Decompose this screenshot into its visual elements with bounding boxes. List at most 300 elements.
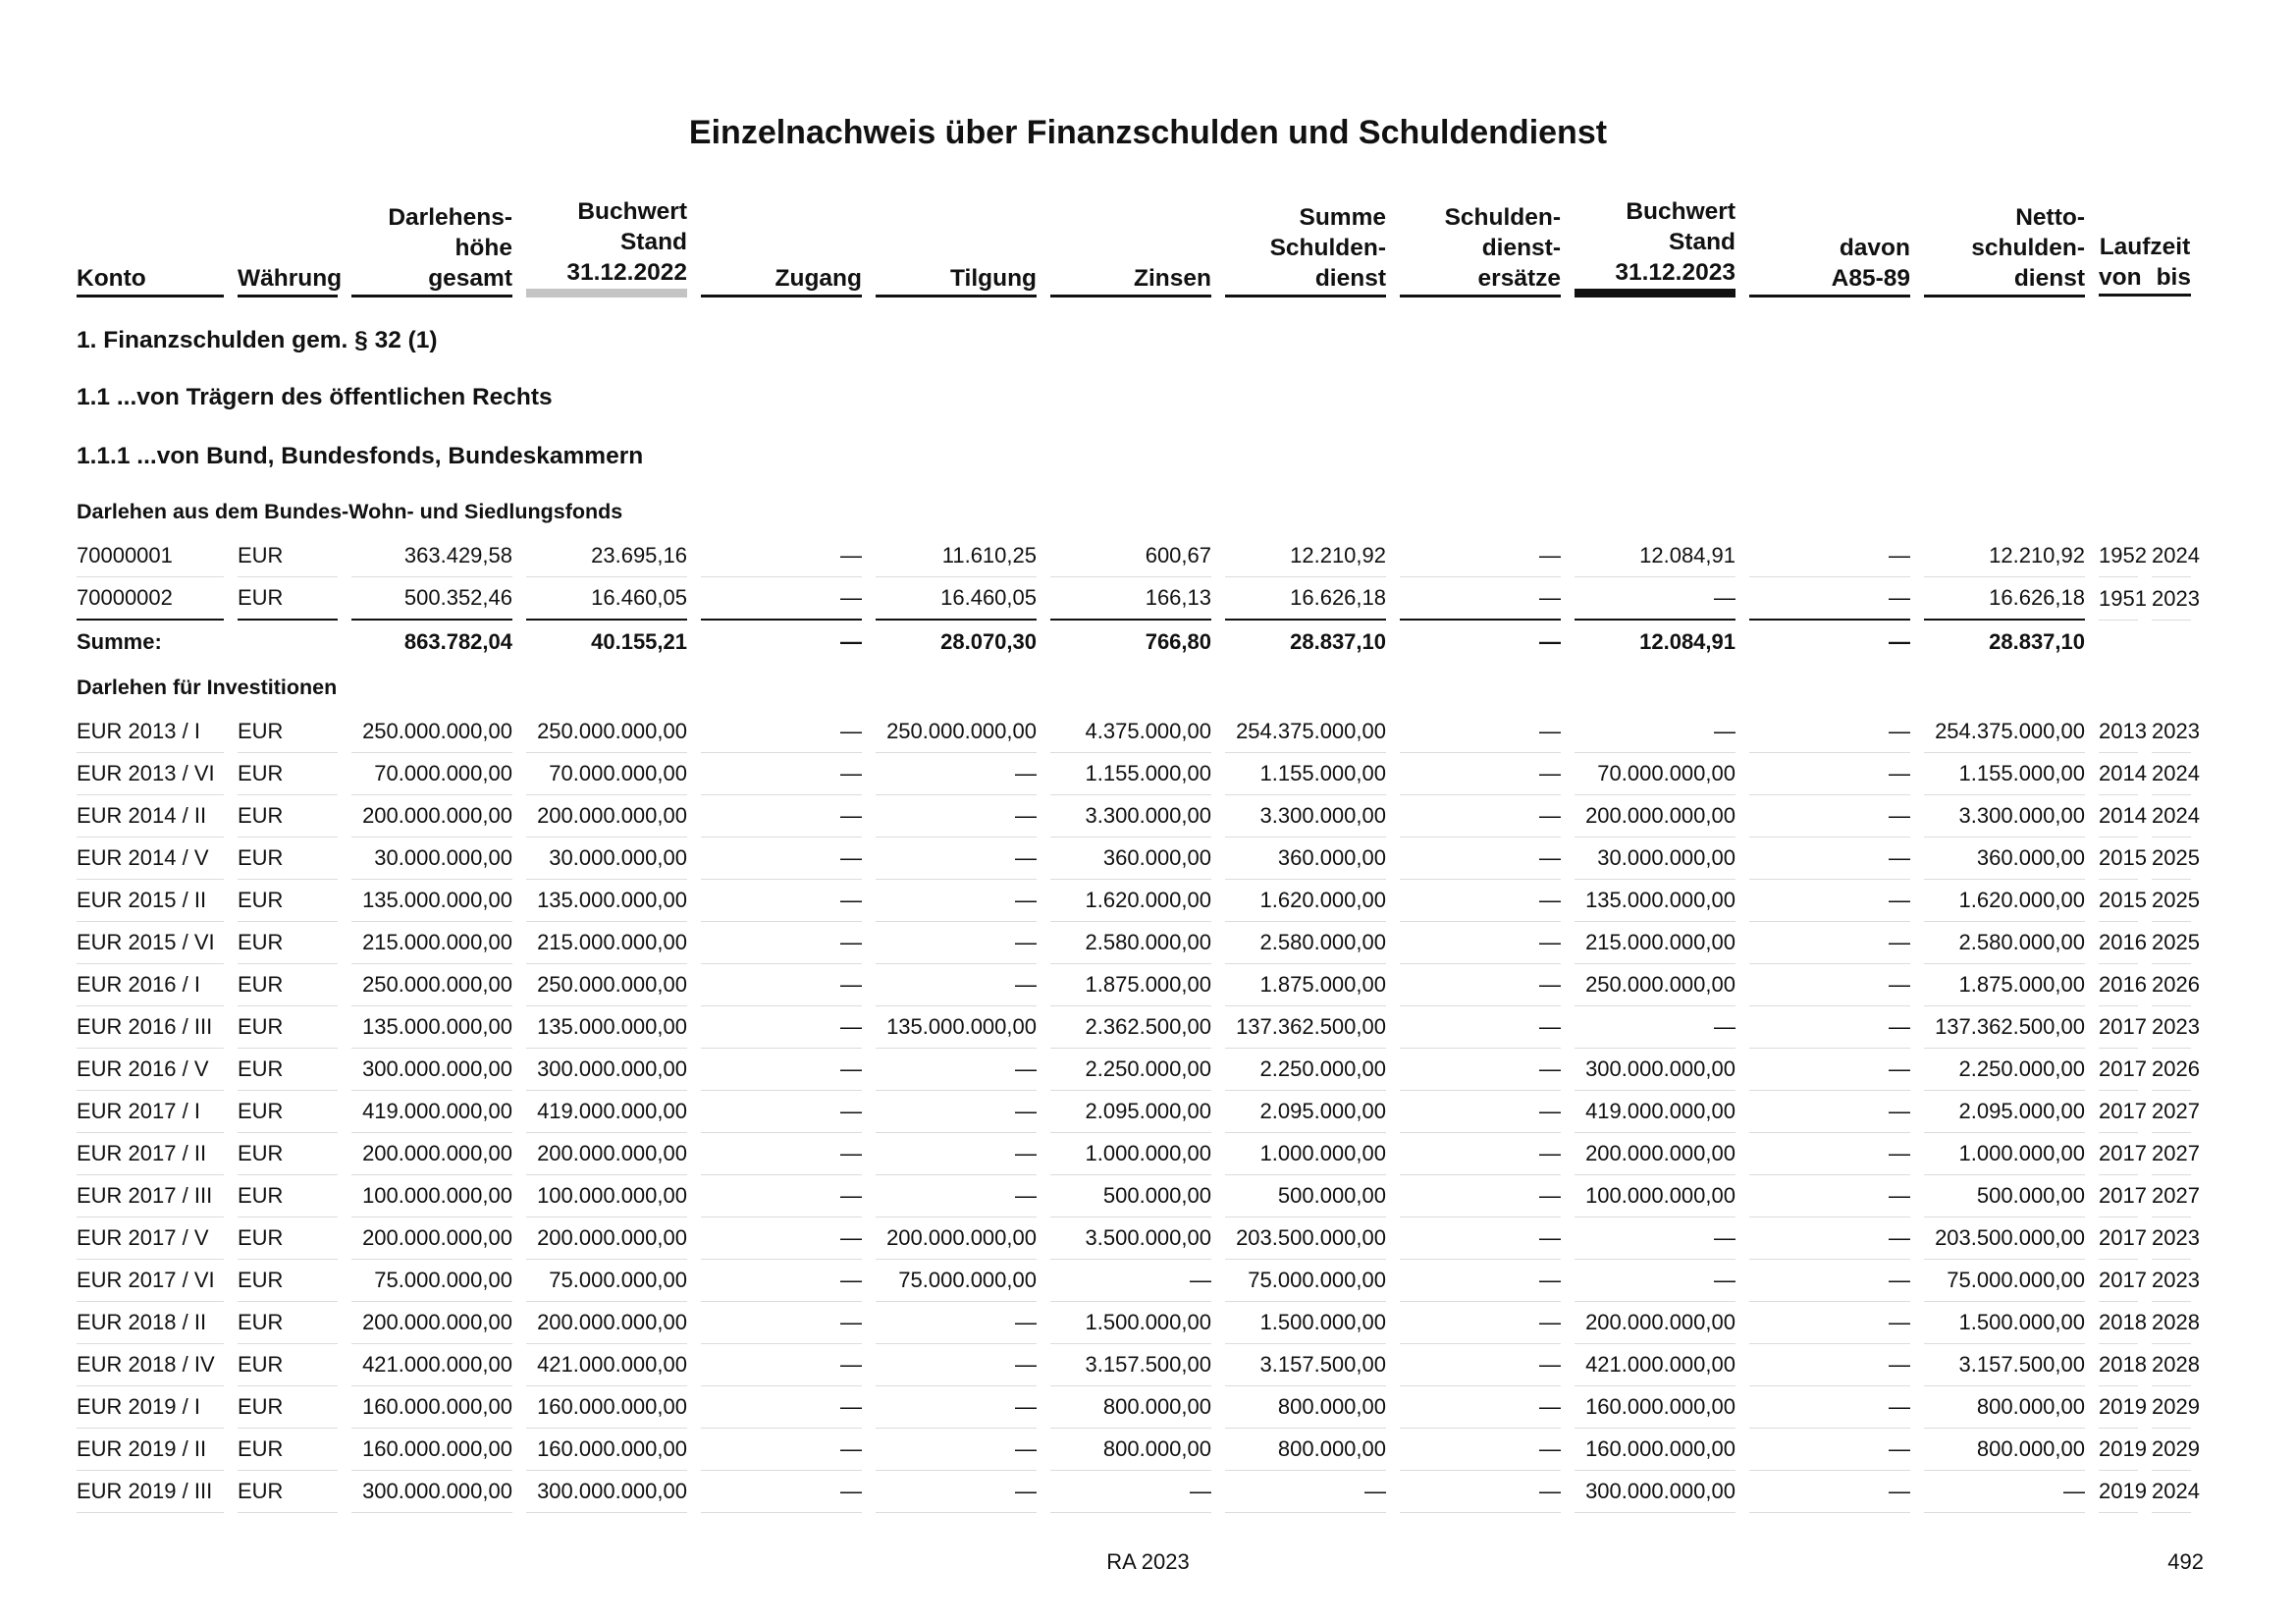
cell-summe: 12.210,92: [1225, 535, 1386, 577]
cell-tilgung: 16.460,05: [876, 577, 1037, 621]
cell-tilgung: —: [876, 1133, 1037, 1175]
cell-darlehenshoehe: 30.000.000,00: [351, 838, 512, 880]
cell-tilgung: —: [876, 922, 1037, 964]
cell-summe: 28.837,10: [1290, 629, 1386, 654]
cell-darlehenshoehe: 75.000.000,00: [351, 1260, 512, 1302]
cell-von: 2017: [2099, 1217, 2138, 1260]
cell-tilgung: —: [876, 1175, 1037, 1217]
cell-ersaetze: —: [1400, 1006, 1561, 1049]
cell-buchwert-2022: 30.000.000,00: [526, 838, 687, 880]
cell-konto: EUR 2017 / II: [77, 1133, 224, 1175]
cell-buchwert-2023: 12.084,91: [1575, 535, 1735, 577]
cell-darlehenshoehe: 100.000.000,00: [351, 1175, 512, 1217]
cell-buchwert-2023: 160.000.000,00: [1575, 1386, 1735, 1429]
cell-buchwert-2022: 160.000.000,00: [526, 1429, 687, 1471]
cell-ersaetze: —: [1400, 711, 1561, 753]
col-konto: Konto: [77, 196, 224, 298]
cell-netto: 1.000.000,00: [1924, 1133, 2085, 1175]
cell-buchwert-2023: —: [1575, 1260, 1735, 1302]
cell-zugang: —: [701, 922, 862, 964]
cell-bis: 2029: [2152, 1386, 2191, 1429]
cell-tilgung: —: [876, 1049, 1037, 1091]
cell-von: [2099, 621, 2138, 664]
cell-summe: 1.500.000,00: [1225, 1302, 1386, 1344]
cell-waehrung: EUR: [238, 1302, 338, 1344]
cell-konto: EUR 2016 / I: [77, 964, 224, 1006]
cell-buchwert-2022: 300.000.000,00: [526, 1471, 687, 1513]
table-row: [77, 922, 2191, 964]
cell-zugang: —: [701, 577, 862, 621]
cell-summe: 3.300.000,00: [1225, 795, 1386, 838]
cell-zugang: —: [701, 1386, 862, 1429]
cell-buchwert-2023: 135.000.000,00: [1575, 880, 1735, 922]
cell-zinsen: 800.000,00: [1050, 1386, 1211, 1429]
cell-summe: 500.000,00: [1225, 1175, 1386, 1217]
cell-darlehenshoehe: 363.429,58: [351, 535, 512, 577]
cell-buchwert-2023: 30.000.000,00: [1575, 838, 1735, 880]
cell-zinsen: 166,13: [1050, 577, 1211, 621]
cell-summe: 1.620.000,00: [1225, 880, 1386, 922]
cell-buchwert-2022: 70.000.000,00: [526, 753, 687, 795]
cell-zinsen: 4.375.000,00: [1050, 711, 1211, 753]
cell-summe: 254.375.000,00: [1225, 711, 1386, 753]
cell-buchwert-2022: 250.000.000,00: [526, 964, 687, 1006]
cell-zugang: —: [701, 880, 862, 922]
cell-zinsen: 600,67: [1050, 535, 1211, 577]
cell-zugang: —: [701, 1049, 862, 1091]
cell-buchwert-2023: —: [1575, 1006, 1735, 1049]
cell-darlehenshoehe: 300.000.000,00: [351, 1471, 512, 1513]
cell-zinsen: 2.250.000,00: [1050, 1049, 1211, 1091]
footer-report: RA 2023: [1106, 1549, 1190, 1574]
cell-zugang: —: [701, 795, 862, 838]
cell-buchwert-2022: 200.000.000,00: [526, 1302, 687, 1344]
cell-zinsen: 1.620.000,00: [1050, 880, 1211, 922]
cell-buchwert-2022: 160.000.000,00: [526, 1386, 687, 1429]
cell-darlehenshoehe: 300.000.000,00: [351, 1049, 512, 1091]
table-row: [77, 964, 2191, 1006]
cell-konto: EUR 2018 / II: [77, 1302, 224, 1344]
cell-tilgung: 11.610,25: [876, 535, 1037, 577]
col-darlehenshoehe: Darlehens- höhe gesamt: [351, 196, 512, 298]
cell-buchwert-2023: 200.000.000,00: [1575, 1133, 1735, 1175]
cell-zugang: —: [701, 1175, 862, 1217]
cell-tilgung: —: [876, 1429, 1037, 1471]
cell-summe: 800.000,00: [1225, 1386, 1386, 1429]
cell-tilgung: —: [876, 1302, 1037, 1344]
cell-bis: 2023: [2152, 711, 2191, 753]
cell-ersaetze: —: [1400, 1386, 1561, 1429]
cell-davon: —: [1749, 1344, 1910, 1386]
cell-von: 1951: [2099, 577, 2138, 621]
table-row: [77, 1471, 2191, 1513]
table-row: [77, 1260, 2191, 1302]
table-row: [77, 1429, 2191, 1471]
cell-zinsen: 2.580.000,00: [1050, 922, 1211, 964]
cell-von: 2016: [2099, 922, 2138, 964]
cell-darlehenshoehe: 215.000.000,00: [351, 922, 512, 964]
group-heading-investitionen: Darlehen für Investitionen: [77, 675, 338, 699]
cell-summe: 2.250.000,00: [1225, 1049, 1386, 1091]
cell-buchwert-2023: 419.000.000,00: [1575, 1091, 1735, 1133]
cell-darlehenshoehe: 200.000.000,00: [351, 1217, 512, 1260]
cell-von: 2016: [2099, 964, 2138, 1006]
cell-waehrung: EUR: [238, 1260, 338, 1302]
cell-tilgung: —: [876, 753, 1037, 795]
cell-bis: 2029: [2152, 1429, 2191, 1471]
cell-netto: 800.000,00: [1924, 1386, 2085, 1429]
cell-von: 2018: [2099, 1344, 2138, 1386]
cell-netto: 2.095.000,00: [1924, 1091, 2085, 1133]
cell-buchwert-2023: 12.084,91: [1639, 629, 1735, 654]
cell-buchwert-2023: 421.000.000,00: [1575, 1344, 1735, 1386]
cell-zugang: —: [701, 1471, 862, 1513]
cell-waehrung: EUR: [238, 1429, 338, 1471]
cell-buchwert-2023: 70.000.000,00: [1575, 753, 1735, 795]
cell-ersaetze: —: [1400, 1344, 1561, 1386]
cell-tilgung: —: [876, 1344, 1037, 1386]
cell-bis: 2023: [2152, 1006, 2191, 1049]
cell-netto: 12.210,92: [1924, 535, 2085, 577]
cell-zinsen: 1.500.000,00: [1050, 1302, 1211, 1344]
cell-bis: 2027: [2152, 1175, 2191, 1217]
cell-summe: 3.157.500,00: [1225, 1344, 1386, 1386]
cell-bis: 2024: [2152, 1471, 2191, 1513]
cell-waehrung: EUR: [238, 838, 338, 880]
table-row: [77, 795, 2191, 838]
cell-zinsen: —: [1050, 1260, 1211, 1302]
col-schuldendienstersaetze: Schulden- dienst- ersätze: [1400, 196, 1561, 298]
cell-waehrung: EUR: [238, 1217, 338, 1260]
cell-buchwert-2022: 135.000.000,00: [526, 1006, 687, 1049]
cell-tilgung: 200.000.000,00: [876, 1217, 1037, 1260]
cell-tilgung: —: [876, 880, 1037, 922]
cell-konto: 70000001: [77, 535, 224, 577]
cell-ersaetze: —: [1400, 1091, 1561, 1133]
cell-waehrung: EUR: [238, 1175, 338, 1217]
cell-tilgung: —: [876, 964, 1037, 1006]
cell-ersaetze: —: [1400, 1133, 1561, 1175]
cell-waehrung: EUR: [238, 964, 338, 1006]
cell-tilgung: —: [876, 1386, 1037, 1429]
cell-von: 2017: [2099, 1175, 2138, 1217]
cell-zugang: —: [701, 1217, 862, 1260]
cell-tilgung: 75.000.000,00: [876, 1260, 1037, 1302]
cell-darlehenshoehe: 419.000.000,00: [351, 1091, 512, 1133]
table-row: [77, 753, 2191, 795]
cell-ersaetze: —: [1400, 753, 1561, 795]
page-title: Einzelnachweis über Finanzschulden und Schuldendienst: [688, 114, 1608, 151]
cell-ersaetze: —: [1400, 922, 1561, 964]
cell-von: 2017: [2099, 1260, 2138, 1302]
cell-davon: —: [1749, 1091, 1910, 1133]
cell-konto: EUR 2013 / VI: [77, 753, 224, 795]
cell-davon: —: [1749, 964, 1910, 1006]
col-laufzeit: Laufzeit von bis: [2099, 196, 2191, 298]
cell-buchwert-2022: 200.000.000,00: [526, 1217, 687, 1260]
cell-summe: 800.000,00: [1225, 1429, 1386, 1471]
cell-tilgung: —: [876, 795, 1037, 838]
cell-buchwert-2022: 200.000.000,00: [526, 1133, 687, 1175]
cell-buchwert-2023: 250.000.000,00: [1575, 964, 1735, 1006]
cell-von: 2019: [2099, 1471, 2138, 1513]
cell-netto: 1.875.000,00: [1924, 964, 2085, 1006]
cell-konto: EUR 2016 / III: [77, 1006, 224, 1049]
col-buchwert-2023: Buchwert Stand 31.12.2023: [1575, 196, 1735, 298]
table-row: [77, 1006, 2191, 1049]
cell-von: 2017: [2099, 1006, 2138, 1049]
cell-bis: 2025: [2152, 922, 2191, 964]
cell-zugang: —: [701, 1302, 862, 1344]
cell-waehrung: EUR: [238, 1049, 338, 1091]
cell-tilgung: 250.000.000,00: [876, 711, 1037, 753]
cell-tilgung: —: [876, 1471, 1037, 1513]
cell-zinsen: 1.155.000,00: [1050, 753, 1211, 795]
cell-buchwert-2023: 200.000.000,00: [1575, 795, 1735, 838]
cell-waehrung: EUR: [238, 922, 338, 964]
cell-zinsen: 3.300.000,00: [1050, 795, 1211, 838]
table-row: [77, 1217, 2191, 1260]
cell-darlehenshoehe: 500.352,46: [351, 577, 512, 621]
cell-bis: 2028: [2152, 1344, 2191, 1386]
cell-zinsen: 3.500.000,00: [1050, 1217, 1211, 1260]
cell-waehrung: EUR: [238, 1133, 338, 1175]
cell-davon: —: [1749, 1006, 1910, 1049]
cell-davon: —: [1749, 1217, 1910, 1260]
cell-konto: EUR 2017 / VI: [77, 1260, 224, 1302]
cell-bis: 2024: [2152, 795, 2191, 838]
cell-von: 2017: [2099, 1091, 2138, 1133]
cell-waehrung: EUR: [238, 535, 338, 577]
col-zinsen: Zinsen: [1050, 196, 1211, 298]
cell-buchwert-2023: 300.000.000,00: [1575, 1049, 1735, 1091]
cell-bis: 2023: [2152, 577, 2191, 621]
cell-buchwert-2022: 23.695,16: [526, 535, 687, 577]
cell-davon: —: [1749, 535, 1910, 577]
col-waehrung: Währung: [238, 196, 338, 298]
cell-darlehenshoehe: 200.000.000,00: [351, 1302, 512, 1344]
cell-konto: EUR 2017 / I: [77, 1091, 224, 1133]
col-zugang: Zugang: [701, 196, 862, 298]
cell-zinsen: 500.000,00: [1050, 1175, 1211, 1217]
cell-buchwert-2023: —: [1575, 577, 1735, 621]
cell-summe: 1.000.000,00: [1225, 1133, 1386, 1175]
cell-summe: 2.095.000,00: [1225, 1091, 1386, 1133]
col-tilgung: Tilgung: [876, 196, 1037, 298]
cell-darlehenshoehe: 160.000.000,00: [351, 1429, 512, 1471]
cell-zugang: —: [701, 1006, 862, 1049]
cell-netto: 1.155.000,00: [1924, 753, 2085, 795]
table-row: [77, 1302, 2191, 1344]
group-heading-wohnfonds: Darlehen aus dem Bundes-Wohn- und Siedlungsfonds: [77, 499, 623, 523]
cell-zinsen: 360.000,00: [1050, 838, 1211, 880]
cell-ersaetze: —: [1400, 838, 1561, 880]
cell-zugang: —: [701, 535, 862, 577]
cell-ersaetze: —: [1400, 1260, 1561, 1302]
cell-waehrung: EUR: [238, 1006, 338, 1049]
cell-konto: EUR 2017 / V: [77, 1217, 224, 1260]
cell-zinsen: 1.875.000,00: [1050, 964, 1211, 1006]
cell-summe: 1.875.000,00: [1225, 964, 1386, 1006]
cell-netto: 3.300.000,00: [1924, 795, 2085, 838]
cell-waehrung: EUR: [238, 1344, 338, 1386]
cell-ersaetze: —: [1400, 535, 1561, 577]
cell-ersaetze: —: [1400, 964, 1561, 1006]
cell-buchwert-2022: 300.000.000,00: [526, 1049, 687, 1091]
cell-bis: 2024: [2152, 535, 2191, 577]
cell-konto: 70000002: [77, 577, 224, 621]
section-heading-1-1: 1.1 ...von Trägern des öffentlichen Rechts: [77, 384, 553, 410]
cell-davon: —: [1749, 1302, 1910, 1344]
table-row: [77, 1344, 2191, 1386]
cell-darlehenshoehe: 70.000.000,00: [351, 753, 512, 795]
cell-von: 1952: [2099, 535, 2138, 577]
section-heading-1-1-1: 1.1.1 ...von Bund, Bundesfonds, Bundeskammern: [77, 443, 644, 469]
cell-buchwert-2022: 419.000.000,00: [526, 1091, 687, 1133]
cell-netto: 75.000.000,00: [1924, 1260, 2085, 1302]
cell-buchwert-2023: —: [1575, 1217, 1735, 1260]
cell-von: 2017: [2099, 1133, 2138, 1175]
cell-davon: —: [1749, 1471, 1910, 1513]
header-row: [77, 196, 2191, 298]
cell-ersaetze: —: [1400, 795, 1561, 838]
cell-waehrung: EUR: [238, 1471, 338, 1513]
cell-buchwert-2023: —: [1575, 711, 1735, 753]
cell-davon: —: [1749, 880, 1910, 922]
cell-waehrung: EUR: [238, 1386, 338, 1429]
cell-zugang: —: [701, 964, 862, 1006]
table-row: [77, 711, 2191, 753]
cell-summe: 360.000,00: [1225, 838, 1386, 880]
cell-zugang: —: [840, 629, 862, 654]
cell-bis: 2026: [2152, 964, 2191, 1006]
cell-davon: —: [1749, 711, 1910, 753]
cell-von: 2019: [2099, 1429, 2138, 1471]
cell-darlehenshoehe: 250.000.000,00: [351, 711, 512, 753]
cell-ersaetze: —: [1400, 577, 1561, 621]
cell-netto: 1.620.000,00: [1924, 880, 2085, 922]
table-row: [77, 1133, 2191, 1175]
cell-ersaetze: —: [1539, 629, 1561, 654]
cell-davon: —: [1749, 1429, 1910, 1471]
cell-konto: Summe:: [77, 629, 162, 654]
cell-buchwert-2022: 421.000.000,00: [526, 1344, 687, 1386]
col-von: von: [2099, 264, 2142, 291]
table-row: [77, 1049, 2191, 1091]
cell-darlehenshoehe: 200.000.000,00: [351, 1133, 512, 1175]
cell-von: 2013: [2099, 711, 2138, 753]
cell-zinsen: 2.095.000,00: [1050, 1091, 1211, 1133]
cell-netto: 1.500.000,00: [1924, 1302, 2085, 1344]
cell-waehrung: [238, 621, 338, 664]
cell-buchwert-2022: 40.155,21: [591, 629, 687, 654]
cell-ersaetze: —: [1400, 1429, 1561, 1471]
cell-davon: —: [1749, 753, 1910, 795]
cell-bis: 2026: [2152, 1049, 2191, 1091]
cell-buchwert-2023: 160.000.000,00: [1575, 1429, 1735, 1471]
cell-konto: EUR 2019 / II: [77, 1429, 224, 1471]
cell-tilgung: —: [876, 838, 1037, 880]
col-davon: davon A85-89: [1749, 196, 1910, 298]
cell-von: 2015: [2099, 880, 2138, 922]
cell-zinsen: 1.000.000,00: [1050, 1133, 1211, 1175]
cell-buchwert-2022: 215.000.000,00: [526, 922, 687, 964]
cell-netto: 254.375.000,00: [1924, 711, 2085, 753]
cell-davon: —: [1749, 1175, 1910, 1217]
cell-konto: EUR 2015 / II: [77, 880, 224, 922]
cell-konto: EUR 2019 / III: [77, 1471, 224, 1513]
cell-darlehenshoehe: 863.782,04: [403, 629, 512, 654]
col-netto: Netto- schulden- dienst: [1924, 196, 2085, 298]
page-number: 492: [2167, 1549, 2204, 1574]
cell-netto: 3.157.500,00: [1924, 1344, 2085, 1386]
table-row: [77, 1175, 2191, 1217]
cell-zugang: —: [701, 1133, 862, 1175]
cell-netto: 28.837,10: [1989, 629, 2085, 654]
cell-tilgung: —: [876, 1091, 1037, 1133]
cell-bis: 2023: [2152, 1260, 2191, 1302]
cell-buchwert-2022: 100.000.000,00: [526, 1175, 687, 1217]
cell-darlehenshoehe: 160.000.000,00: [351, 1386, 512, 1429]
cell-buchwert-2022: 135.000.000,00: [526, 880, 687, 922]
cell-zugang: —: [701, 1344, 862, 1386]
cell-darlehenshoehe: 200.000.000,00: [351, 795, 512, 838]
cell-von: 2014: [2099, 753, 2138, 795]
cell-summe: 75.000.000,00: [1225, 1260, 1386, 1302]
cell-summe: —: [1225, 1471, 1386, 1513]
cell-bis: 2027: [2152, 1133, 2191, 1175]
cell-bis: [2152, 621, 2191, 664]
cell-von: 2015: [2099, 838, 2138, 880]
cell-ersaetze: —: [1400, 1049, 1561, 1091]
cell-buchwert-2023: 100.000.000,00: [1575, 1175, 1735, 1217]
table-row: [77, 1386, 2191, 1429]
cell-konto: EUR 2014 / V: [77, 838, 224, 880]
cell-konto: EUR 2013 / I: [77, 711, 224, 753]
cell-zugang: —: [701, 838, 862, 880]
cell-bis: 2025: [2152, 838, 2191, 880]
cell-buchwert-2022: 75.000.000,00: [526, 1260, 687, 1302]
debt-table: [63, 196, 2205, 1513]
cell-von: 2014: [2099, 795, 2138, 838]
table-row: [77, 577, 2191, 621]
cell-bis: 2024: [2152, 753, 2191, 795]
cell-netto: 360.000,00: [1924, 838, 2085, 880]
cell-tilgung: 28.070,30: [940, 629, 1037, 654]
cell-summe: 137.362.500,00: [1225, 1006, 1386, 1049]
cell-netto: 500.000,00: [1924, 1175, 2085, 1217]
cell-summe: 16.626,18: [1225, 577, 1386, 621]
cell-davon: —: [1749, 795, 1910, 838]
cell-netto: —: [1924, 1471, 2085, 1513]
cell-davon: —: [1749, 577, 1910, 621]
cell-davon: —: [1749, 922, 1910, 964]
cell-netto: 203.500.000,00: [1924, 1217, 2085, 1260]
cell-davon: —: [1749, 1260, 1910, 1302]
cell-netto: 2.580.000,00: [1924, 922, 2085, 964]
table-row: [77, 838, 2191, 880]
cell-ersaetze: —: [1400, 1471, 1561, 1513]
table-row: [77, 535, 2191, 577]
table-row: [77, 880, 2191, 922]
cell-darlehenshoehe: 421.000.000,00: [351, 1344, 512, 1386]
cell-buchwert-2022: 200.000.000,00: [526, 795, 687, 838]
cell-buchwert-2023: 200.000.000,00: [1575, 1302, 1735, 1344]
cell-von: 2018: [2099, 1302, 2138, 1344]
cell-waehrung: EUR: [238, 795, 338, 838]
col-bis: bis: [2156, 264, 2191, 291]
cell-ersaetze: —: [1400, 1217, 1561, 1260]
